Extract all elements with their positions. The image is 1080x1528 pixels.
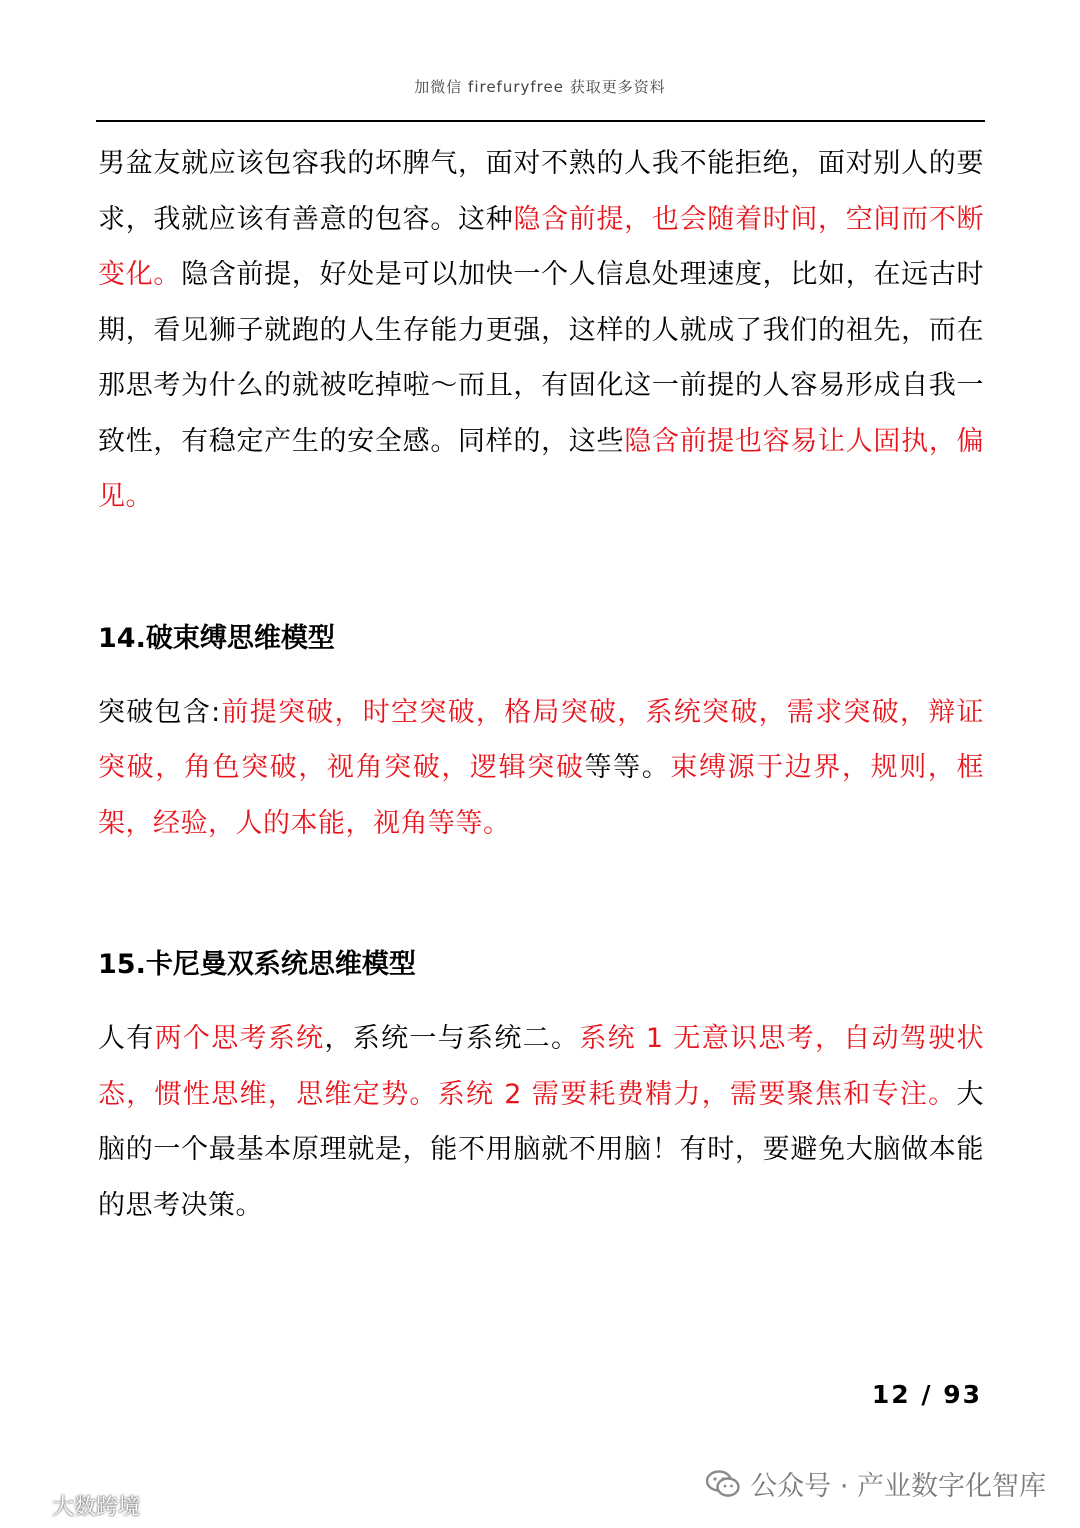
paragraph-breakthrough <box>98 685 984 852</box>
highlighted-text: 束缚源于边界，规则，框架，经验，人的本能，视角等等。 <box>98 752 985 839</box>
paragraph-dual-system <box>98 1011 984 1233</box>
heading-15: 15.卡尼曼双系统思维模型 <box>98 949 416 980</box>
header-note: 加微信 firefuryfree 获取更多资料 <box>414 78 666 96</box>
heading-14: 14.破束缚思维模型 <box>98 622 335 654</box>
wechat-icon <box>706 1470 740 1498</box>
highlighted-text: 隐含前提，也会随着时间，空间而不断变化。 <box>98 203 985 290</box>
body-text: ，系统一与系统二。 <box>324 1023 580 1054</box>
highlighted-text: 两个思考系统 <box>154 1023 325 1054</box>
page-number: 12 / 93 <box>871 1380 982 1409</box>
body-text: 人有 <box>98 1023 155 1054</box>
wechat-watermark-text: 公众号 · 产业数字化智库 <box>750 1471 1046 1502</box>
highlighted-text: 隐含前提也容易让人固执，偏见。 <box>98 425 985 512</box>
paragraph-hidden-premise <box>98 136 984 525</box>
header-divider <box>96 120 985 122</box>
body-text: 大脑的一个最基本原理就是，能不用脑就不用脑！有时，要避免大脑做本能的思考决策。 <box>98 1078 984 1221</box>
brand-watermark <box>10 1490 140 1521</box>
dashu-logo-icon <box>10 1494 46 1518</box>
brand-watermark-text: 大数跨境 <box>52 1495 141 1520</box>
body-text: 突破包含: <box>98 696 221 728</box>
document-body <box>98 136 984 1233</box>
highlighted-text: 前提突破，时空突破，格局突破，系统突破，需求突破，辩证突破，角色突破，视角突破，逻辑突破 <box>98 696 984 783</box>
highlighted-text: 系统 1 无意识思考，自动驾驶状态，惯性思维，思维定势。系统 2 需要耗费精力，需要聚焦和专注。 <box>98 1023 985 1110</box>
wechat-watermark <box>706 1464 1046 1503</box>
body-text: 等等。 <box>584 752 671 783</box>
body-text: 隐含前提，好处是可以加快一个人信息处理速度，比如，在远古时期，看见狮子就跑的人生存能力更强，这样的人就成了我们的祖先，而在那思考为什么的就被吃掉啦～而且，有固化这一前提的人容易形成自我一致性，有稳定产生的安全感。同样的，这些 <box>98 259 985 457</box>
body-text: 男盆友就应该包容我的坏脾气，面对不熟的人我不能拒绝，面对别人的要求，我就应该有善意的包容。这种 <box>98 148 984 235</box>
